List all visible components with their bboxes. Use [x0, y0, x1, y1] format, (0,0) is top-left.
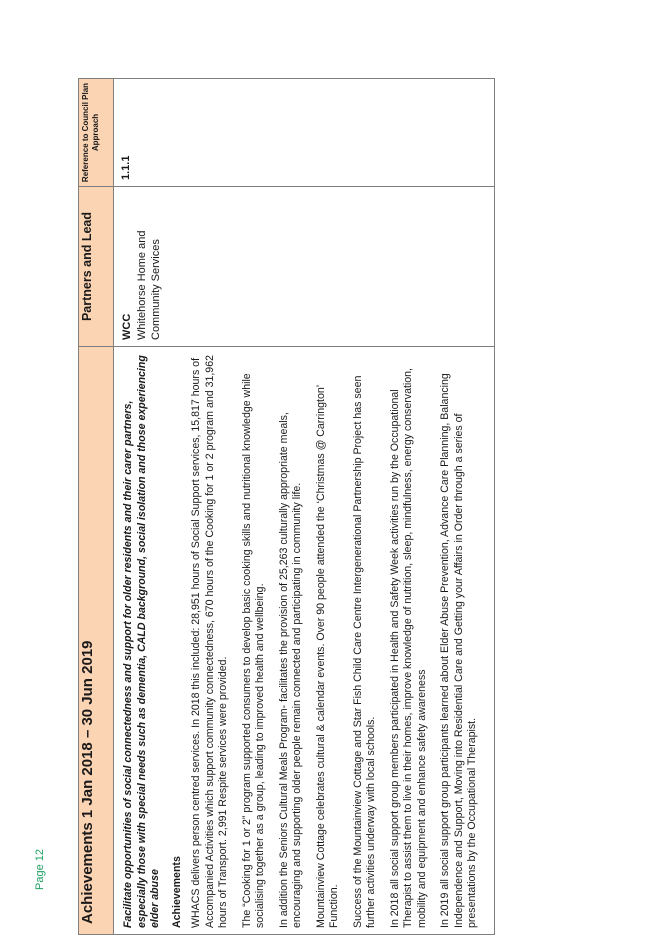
rotated-page — [78, 79, 648, 935]
paragraph: Success of the Mountainview Cottage and Star Fish Child Care Centre Intergenerational Partnership Project has seen further activities underway with local schools. — [351, 375, 377, 928]
achievements-table — [78, 78, 495, 935]
achievements-cell — [114, 347, 495, 935]
header-reference: Reference to Council Plan Approach — [79, 79, 114, 187]
partner-detail: Whitehorse Home and Community Services — [135, 230, 162, 340]
paragraph: Mountainview Cottage celebrates cultural & calendar events. Over 90 people attended the ‘Christmas @ Carrington’ Function. — [314, 385, 340, 928]
partner-lead: WCC — [121, 313, 133, 340]
paragraph: In 2019 all social support group participants learned about Elder Abuse Prevention, Advance Care Planning, Balancing Independence and Support, Moving into Residential Care and Getting your Affairs in Order through a series of presentations by the Occupational Therapist. — [439, 373, 478, 928]
partners-cell — [114, 187, 495, 347]
table-header-row — [79, 79, 114, 935]
paragraph: In 2018 all social support group members participated in Health and Safety Week activities run by the Occupational Therapist to assist them to live in their homes, improve knowledge of nutrition, sleep, mindfulness, energy conservation, mobility and equipment and enhance safety awareness — [388, 368, 428, 928]
header-achievements: Achievements 1 Jan 2018 – 30 Jun 2019 — [79, 347, 114, 935]
paragraph: WHACS delivers person centred services. In 2018 this included: 28,951 hours of Social Support services, 15,817 hours of Accompanied Activities which support community connectedness, 670 hours of the Cooking for 1 or 2 program and 31,962 hours of Transport. 2,991 Respite services were provided. — [190, 355, 229, 928]
reference-value: 1.1.1 — [120, 155, 132, 180]
page-number: Page 12 — [34, 849, 46, 890]
table-row — [114, 79, 495, 935]
objective-text: Facilitate opportunities of social connectedness and support for older residents and their carer partners, especially those with special needs such as dementia, CALD background, social isolation and those experiencing elder abuse — [122, 355, 161, 928]
header-partners: Partners and Lead — [79, 187, 114, 347]
reference-cell — [114, 79, 495, 187]
paragraph: In addition the Seniors Cultural Meals Program- facilitates the provision of 25,263 culturally appropriate meals, encouraging and supporting older people remain connected and participating in community life. — [277, 412, 303, 928]
paragraph: The “Cooking for 1 or 2” program supported consumers to develop basic cooking skills and nutritional knowledge while socialising together as a group, leading to improved health and wellbeing. — [240, 373, 266, 928]
achievements-heading: Achievements — [170, 856, 183, 928]
